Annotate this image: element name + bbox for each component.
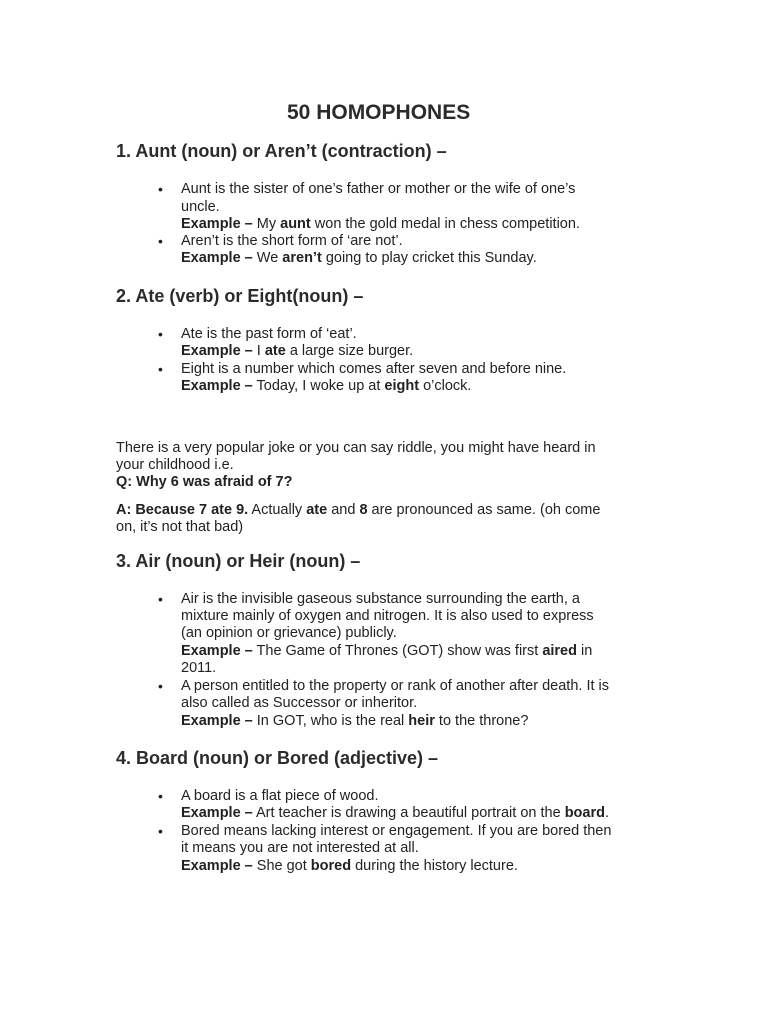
definition-line: Bored means lacking interest or engagement. If you are bored then [181, 823, 612, 839]
joke-question: Q: Why 6 was afraid of 7? [116, 474, 293, 490]
section-heading-air: 3. Air (noun) or Heir (noun) – [116, 551, 361, 571]
joke-answer-lead: A: Because 7 ate 9. [116, 502, 249, 518]
bullet-marker: • [158, 678, 163, 694]
bullet-marker: • [158, 361, 163, 377]
bullet-marker: • [158, 788, 163, 804]
example-label: Example – [181, 805, 253, 821]
example-label: Example – [181, 216, 253, 232]
definition-line: Aren’t is the short form of ‘are not’. [181, 233, 403, 249]
example-text: Art teacher is drawing a beautiful portrait on the [252, 805, 565, 821]
joke-answer-line: on, it’s not that bad) [116, 519, 244, 535]
example-text: . [604, 805, 609, 821]
joke-intro-line: your childhood i.e. [116, 457, 234, 473]
joke-intro-line: There is a very popular joke or you can say riddle, you might have heard in [116, 440, 596, 456]
bullet-marker: • [158, 233, 163, 249]
definition-line: also called as Successor or inheritor. [181, 695, 418, 711]
definition-line: (an opinion or grievance) publicly. [181, 625, 397, 641]
example-line [181, 216, 580, 234]
section-heading-aunt: 1. Aunt (noun) or Aren’t (contraction) – [116, 141, 447, 161]
joke-answer-text: Actually [248, 502, 307, 518]
definition-line: it means you are not interested at all. [181, 840, 419, 856]
example-line [181, 805, 609, 823]
example-text: In GOT, who is the real [252, 713, 409, 729]
joke-answer-text: and [327, 502, 360, 518]
example-text: going to play cricket this Sunday. [321, 250, 537, 266]
example-text: We [252, 250, 283, 266]
example-label: Example – [181, 858, 253, 874]
definition-line: Ate is the past form of ‘eat’. [181, 326, 357, 342]
example-keyword: aren’t [282, 250, 322, 266]
example-text: My [252, 216, 281, 232]
example-keyword: heir [408, 713, 435, 729]
example-text: The Game of Thrones (GOT) show was first [252, 643, 543, 659]
example-text: She got [252, 858, 311, 874]
example-line [181, 713, 528, 731]
example-label: Example – [181, 250, 253, 266]
example-text: I [252, 343, 265, 359]
bullet-marker: • [158, 591, 163, 607]
bullet-marker: • [158, 326, 163, 342]
example-keyword: board [564, 805, 605, 821]
example-keyword: aunt [280, 216, 311, 232]
bullet-marker: • [158, 181, 163, 197]
example-label: Example – [181, 713, 253, 729]
example-label: Example – [181, 343, 253, 359]
joke-answer-text: are pronounced as same. (oh come [367, 502, 601, 518]
example-keyword: eight [384, 378, 420, 394]
example-text: o’clock. [419, 378, 472, 394]
example-text: Today, I woke up at [252, 378, 385, 394]
definition-line: A person entitled to the property or rank of another after death. It is [181, 678, 610, 694]
example-label: Example – [181, 643, 253, 659]
example-text: in [576, 643, 593, 659]
bullet-marker: • [158, 823, 163, 839]
section-heading-board: 4. Board (noun) or Bored (adjective) – [116, 748, 439, 768]
definition-line: Eight is a number which comes after seven and before nine. [181, 361, 567, 377]
joke-answer-keyword: 8 [359, 502, 368, 518]
example-line [181, 858, 518, 876]
example-label: Example – [181, 378, 253, 394]
example-text: to the throne? [434, 713, 529, 729]
example-text: during the history lecture. [351, 858, 518, 874]
page-title: 50 HOMOPHONES [287, 101, 471, 124]
definition-line: Air is the invisible gaseous substance surrounding the earth, a [181, 591, 580, 607]
example-keyword: aired [542, 643, 577, 659]
example-line [181, 378, 471, 396]
example-line [181, 250, 537, 268]
example-keyword: bored [310, 858, 352, 874]
example-keyword: ate [264, 343, 286, 359]
example-text: won the gold medal in chess competition. [310, 216, 580, 232]
joke-answer-line [116, 502, 600, 520]
definition-line: A board is a flat piece of wood. [181, 788, 379, 804]
definition-line: mixture mainly of oxygen and nitrogen. It is also used to express [181, 608, 594, 624]
definition-line: Aunt is the sister of one’s father or mother or the wife of one’s [181, 181, 576, 197]
example-text: a large size burger. [285, 343, 414, 359]
example-line-continued: 2011. [181, 660, 217, 676]
example-line [181, 343, 413, 361]
section-heading-ate: 2. Ate (verb) or Eight(noun) – [116, 286, 364, 306]
definition-line: uncle. [181, 199, 220, 215]
example-line [181, 643, 592, 661]
joke-answer-keyword: ate [306, 502, 328, 518]
